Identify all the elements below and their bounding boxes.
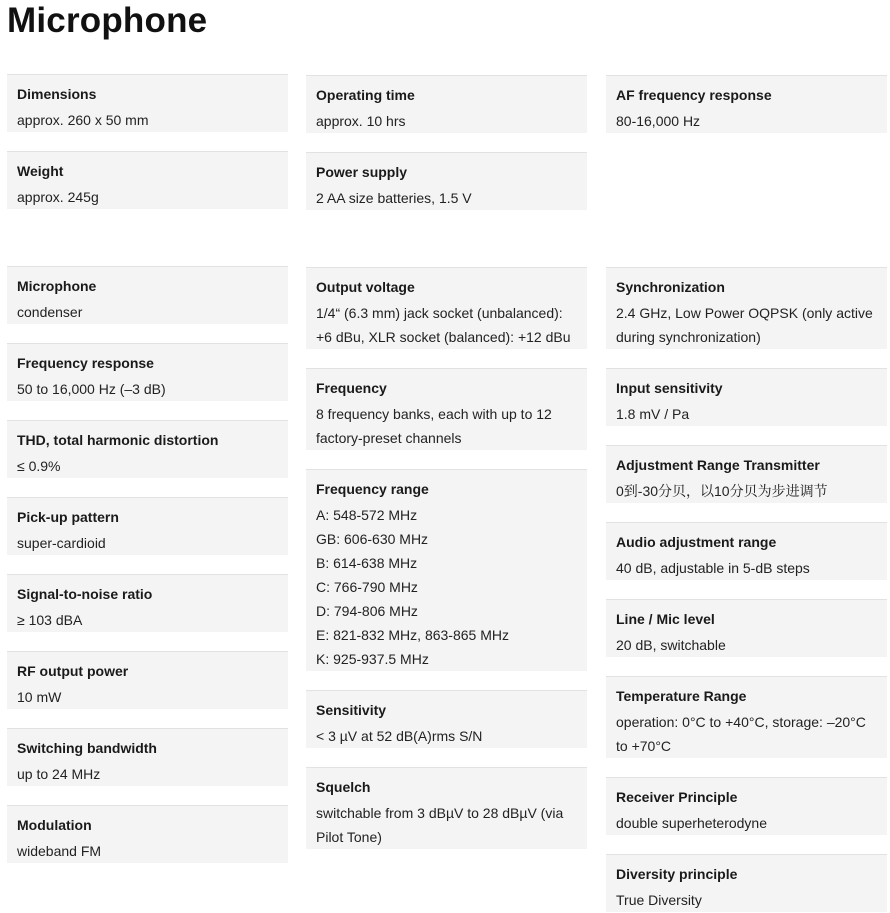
spec-card-temperature-range	[606, 676, 887, 758]
spec-label: Frequency range	[316, 481, 429, 497]
spec-label: Frequency response	[17, 355, 154, 371]
spec-label: Weight	[17, 163, 64, 179]
spec-card-synchronization	[606, 267, 887, 349]
spec-label: Sensitivity	[316, 702, 387, 718]
spec-card-af-frequency-response	[606, 75, 887, 133]
spec-value: 2.4 GHz, Low Power OQPSK (only active during synchronization)	[616, 305, 873, 345]
spec-card-frequency	[306, 368, 587, 450]
spec-value: < 3 µV at 52 dB(A)rms S/N	[316, 728, 483, 744]
spec-label: Input sensitivity	[616, 380, 723, 396]
spec-value: operation: 0°C to +40°C, storage: –20°C to +70°C	[616, 714, 866, 754]
spec-value: 8 frequency banks, each with up to 12 factory-preset channels	[316, 406, 552, 446]
spec-card-microphone	[7, 266, 288, 324]
spec-label: RF output power	[17, 663, 129, 679]
spec-value: 2 AA size batteries, 1.5 V	[316, 190, 472, 206]
spec-value: 10 mW	[17, 689, 62, 705]
spec-card-receiver-principle	[606, 777, 887, 835]
spec-card-sensitivity	[306, 690, 587, 748]
spec-label: Signal-to-noise ratio	[17, 586, 153, 602]
spec-label: Output voltage	[316, 279, 415, 295]
spec-label: Adjustment Range Transmitter	[616, 457, 820, 473]
spec-label: Microphone	[17, 278, 97, 294]
spec-value: double superheterodyne	[616, 815, 768, 831]
spec-label: Squelch	[316, 779, 371, 795]
spec-card-pickup-pattern	[7, 497, 288, 555]
spec-label: Power supply	[316, 164, 408, 180]
spec-label: Frequency	[316, 380, 387, 396]
spec-value: ≤ 0.9%	[17, 458, 61, 474]
spec-card-thd	[7, 420, 288, 478]
spec-label: Receiver Principle	[616, 789, 738, 805]
spec-label: Synchronization	[616, 279, 725, 295]
spec-value: approx. 10 hrs	[316, 113, 406, 129]
spec-value: 1/4“ (6.3 mm) jack socket (unbalanced): +6 dBu, XLR socket (balanced): +12 dBu	[316, 305, 571, 345]
spec-label: Temperature Range	[616, 688, 747, 704]
spec-label: AF frequency response	[616, 87, 772, 103]
spec-value: condenser	[17, 304, 83, 320]
spec-card-input-sensitivity	[606, 368, 887, 426]
spec-card-adjustment-range-transmitter	[606, 445, 887, 503]
spec-card-snr	[7, 574, 288, 632]
spec-value: 40 dB, adjustable in 5-dB steps	[616, 560, 810, 576]
spec-label: THD, total harmonic distortion	[17, 432, 219, 448]
spec-card-operating-time	[306, 75, 587, 133]
spec-value: 50 to 16,000 Hz (–3 dB)	[17, 381, 166, 397]
spec-label: Switching bandwidth	[17, 740, 157, 756]
spec-value: 1.8 mV / Pa	[616, 406, 690, 422]
spec-card-diversity-principle	[606, 854, 887, 912]
spec-card-frequency-response	[7, 343, 288, 401]
spec-card-weight	[7, 151, 288, 209]
spec-label: Audio adjustment range	[616, 534, 777, 550]
spec-value: 80-16,000 Hz	[616, 113, 701, 129]
spec-value: super-cardioid	[17, 535, 106, 551]
spec-label: Operating time	[316, 87, 415, 103]
spec-card-dimensions	[7, 74, 288, 132]
spec-value: up to 24 MHz	[17, 766, 101, 782]
spec-value: True Diversity	[616, 892, 702, 908]
spec-label: Dimensions	[17, 86, 97, 102]
spec-card-frequency-range	[306, 469, 587, 671]
spec-value: wideband FM	[17, 843, 102, 859]
spec-card-rf-output-power	[7, 651, 288, 709]
spec-card-output-voltage	[306, 267, 587, 349]
spec-card-switching-bandwidth	[7, 728, 288, 786]
spec-card-squelch	[306, 767, 587, 849]
spec-label: Line / Mic level	[616, 611, 715, 627]
spec-card-line-mic-level	[606, 599, 887, 657]
spec-value: approx. 245g	[17, 189, 99, 205]
spec-value: ≥ 103 dBA	[17, 612, 83, 628]
page-title: Microphone	[7, 1, 208, 40]
spec-label: Diversity principle	[616, 866, 738, 882]
spec-value: A: 548-572 MHz GB: 606-630 MHz B: 614-638 MHz C: 766-790 MHz D: 794-806 MHz E: 821-832 MHz, 863-865 MHz K: 925-937.5 MHz	[316, 507, 509, 667]
spec-label: Pick-up pattern	[17, 509, 119, 525]
spec-value: 20 dB, switchable	[616, 637, 726, 653]
spec-value: approx. 260 x 50 mm	[17, 112, 149, 128]
spec-value: switchable from 3 dBµV to 28 dBµV (via Pilot Tone)	[316, 805, 564, 845]
spec-card-modulation	[7, 805, 288, 863]
spec-card-power-supply	[306, 152, 587, 210]
spec-value: 0到-30分贝，以10分贝为步进调节	[616, 483, 828, 499]
spec-card-audio-adjustment-range	[606, 522, 887, 580]
spec-label: Modulation	[17, 817, 92, 833]
